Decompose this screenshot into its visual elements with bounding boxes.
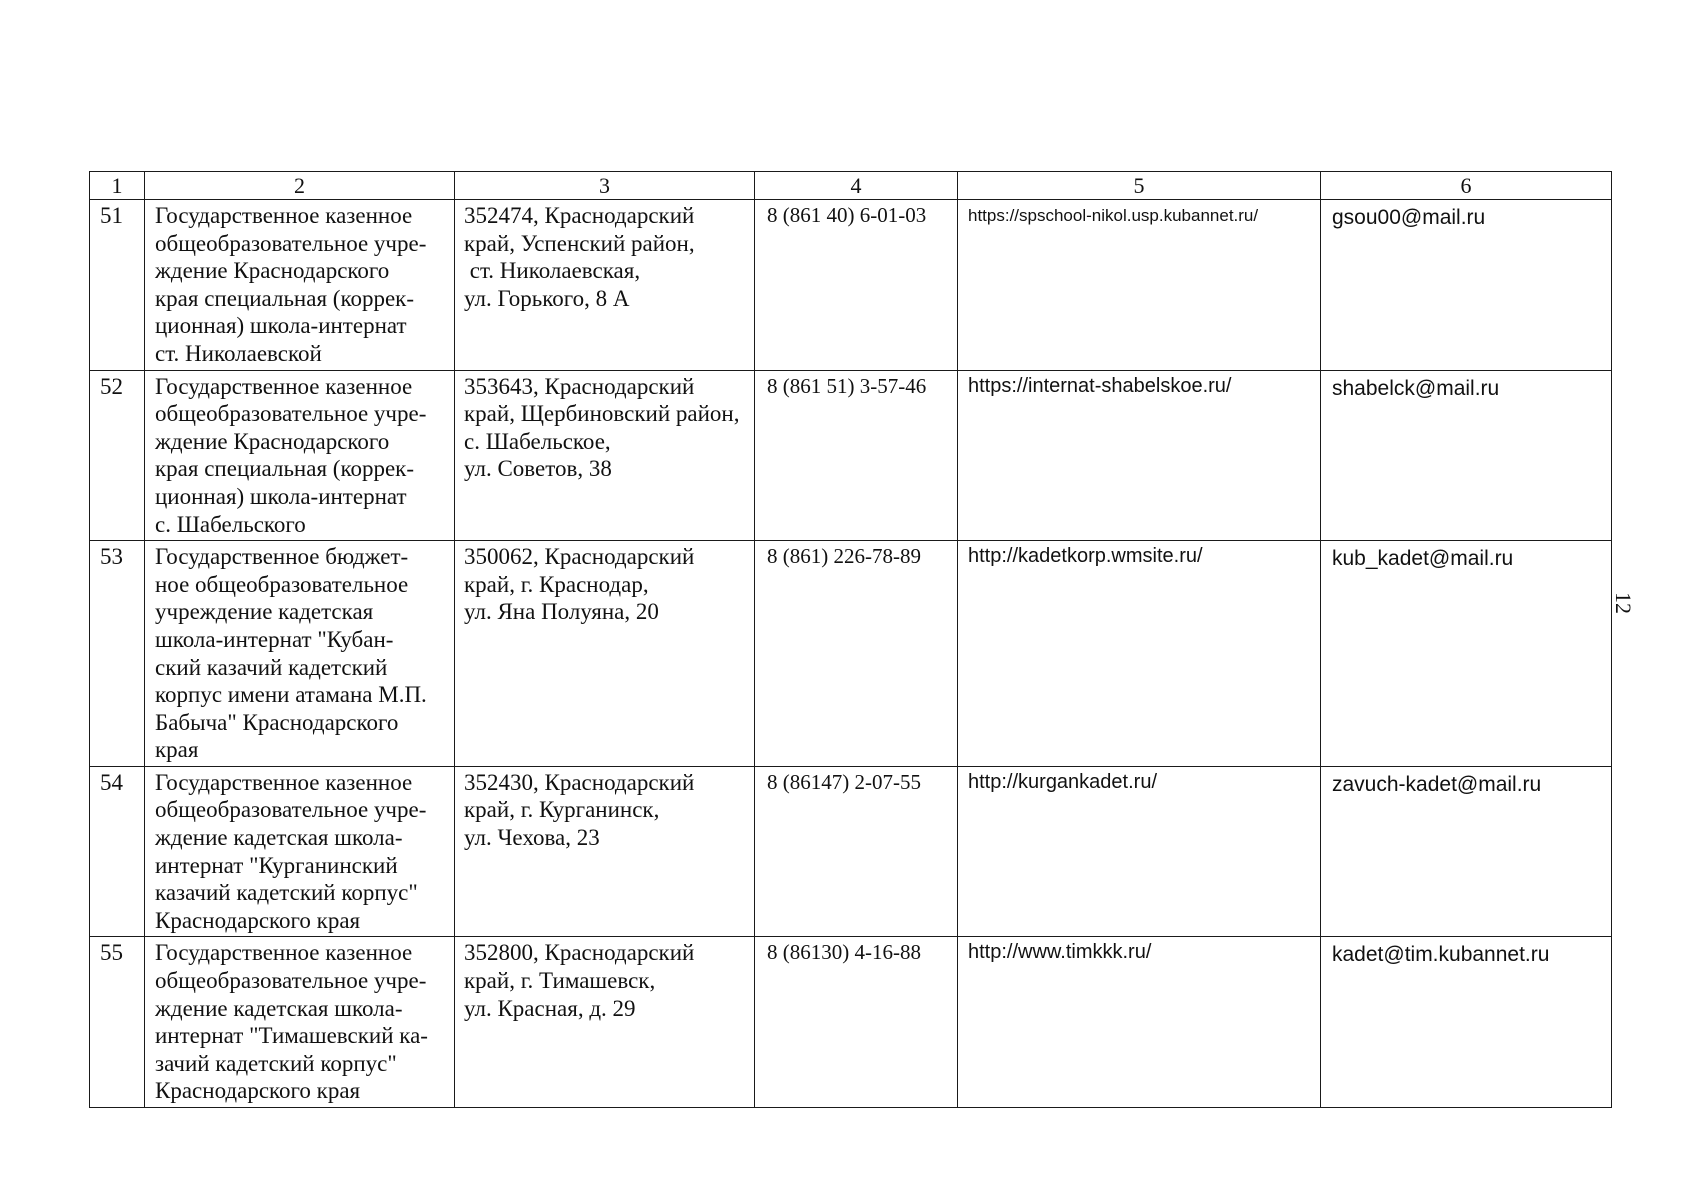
name-line: Государственное казенное: [155, 203, 413, 228]
address-line: ст. Николаевская,: [464, 258, 641, 284]
name-line: общеобразовательное учре-: [155, 230, 427, 256]
email-link[interactable]: gsou00@mail.ru: [1321, 200, 1612, 371]
address: [455, 937, 755, 1108]
name-line: Краснодарского края: [155, 907, 361, 933]
name-line: ждение Краснодарского: [155, 428, 390, 454]
column-number-row: [90, 172, 1612, 200]
address-line: 352474, Краснодарский: [464, 203, 695, 228]
name-line: общеобразовательное учре-: [155, 401, 427, 427]
email-link[interactable]: shabelck@mail.ru: [1321, 370, 1612, 541]
name-line: интернат "Курганинский: [155, 852, 398, 878]
website-link[interactable]: https://internat-shabelskoe.ru/: [958, 370, 1321, 541]
table-row: [90, 937, 1612, 1108]
address-line: край, Успенский район,: [464, 230, 695, 256]
name-line: ционная) школа-интернат: [155, 483, 407, 509]
phone: 8 (861 40) 6-01-03: [755, 200, 958, 371]
name-line: зачий кадетский корпус": [155, 1050, 397, 1076]
table-row: [90, 541, 1612, 767]
name-line: ст. Николаевской: [155, 340, 322, 366]
address: [455, 200, 755, 371]
address-line: 352800, Краснодарский: [464, 940, 695, 966]
row-number: 54: [90, 766, 145, 937]
name-line: края специальная (коррек-: [155, 285, 414, 311]
address-line: ул. Горького, 8 А: [464, 285, 630, 311]
column-number-4: 4: [755, 172, 958, 200]
institution-name: [145, 766, 455, 937]
column-number-5: 5: [958, 172, 1321, 200]
phone: 8 (86130) 4-16-88: [755, 937, 958, 1108]
name-line: интернат "Тимашевский ка-: [155, 1023, 428, 1049]
name-line: ский казачий кадетский: [155, 654, 388, 680]
name-line: ждение кадетская школа-: [155, 825, 403, 851]
name-line: Краснодарского края: [155, 1078, 361, 1104]
name-line: края специальная (коррек-: [155, 456, 414, 482]
name-line: Государственное казенное: [155, 373, 413, 399]
schools-table: [89, 171, 1612, 1108]
address-line: ул. Яна Полуяна, 20: [464, 599, 659, 625]
email-link[interactable]: kadet@tim.kubannet.ru: [1321, 937, 1612, 1108]
address: [455, 766, 755, 937]
name-line: Государственное казенное: [155, 940, 413, 966]
address-line: ул. Советов, 38: [464, 456, 612, 482]
institution-name: [145, 937, 455, 1108]
column-number-2: 2: [145, 172, 455, 200]
name-line: ное общеобразовательное: [155, 571, 409, 597]
name-line: школа-интернат "Кубан-: [155, 626, 394, 652]
phone: 8 (861) 226-78-89: [755, 541, 958, 767]
phone: 8 (86147) 2-07-55: [755, 766, 958, 937]
name-line: ждение Краснодарского: [155, 258, 390, 284]
name-line: Государственное казенное: [155, 769, 413, 795]
column-number-3: 3: [455, 172, 755, 200]
row-number: 51: [90, 200, 145, 371]
institution-name: [145, 370, 455, 541]
address-line: 352430, Краснодарский: [464, 769, 695, 795]
address-line: край, г. Курганинск,: [464, 797, 660, 823]
phone: 8 (861 51) 3-57-46: [755, 370, 958, 541]
name-line: Бабыча" Краснодарского: [155, 709, 399, 735]
name-line: корпус имени атамана М.П.: [155, 682, 427, 708]
table-row: [90, 200, 1612, 371]
address-line: край, г. Тимашевск,: [464, 968, 656, 994]
column-number-6: 6: [1321, 172, 1612, 200]
email-link[interactable]: zavuch-kadet@mail.ru: [1321, 766, 1612, 937]
name-line: с. Шабельского: [155, 511, 306, 537]
address-line: край, г. Краснодар,: [464, 571, 649, 597]
name-line: ционная) школа-интернат: [155, 313, 407, 339]
name-line: Государственное бюджет-: [155, 544, 409, 570]
institution-name: [145, 541, 455, 767]
page-number: 12: [1611, 592, 1636, 614]
address: [455, 370, 755, 541]
email-link[interactable]: kub_kadet@mail.ru: [1321, 541, 1612, 767]
name-line: общеобразовательное учре-: [155, 797, 427, 823]
column-number-1: 1: [90, 172, 145, 200]
name-line: края: [155, 737, 199, 763]
address: [455, 541, 755, 767]
address-line: ул. Красная, д. 29: [464, 995, 636, 1021]
row-number: 52: [90, 370, 145, 541]
address-line: 350062, Краснодарский: [464, 544, 695, 570]
name-line: ждение кадетская школа-: [155, 995, 403, 1021]
website-link[interactable]: http://www.timkkk.ru/: [958, 937, 1321, 1108]
website-link[interactable]: https://spschool-nikol.usp.kubannet.ru/: [958, 200, 1321, 371]
name-line: учреждение кадетская: [155, 599, 374, 625]
address-line: 353643, Краснодарский: [464, 373, 695, 399]
name-line: казачий кадетский корпус": [155, 880, 418, 906]
name-line: общеобразовательное учре-: [155, 968, 427, 994]
website-link[interactable]: http://kadetkorp.wmsite.ru/: [958, 541, 1321, 767]
institution-name: [145, 200, 455, 371]
row-number: 55: [90, 937, 145, 1108]
address-line: край, Щербиновский район,: [464, 401, 740, 427]
address-line: с. Шабельское,: [464, 428, 611, 454]
table-row: [90, 370, 1612, 541]
table-row: [90, 766, 1612, 937]
website-link[interactable]: http://kurgankadet.ru/: [958, 766, 1321, 937]
row-number: 53: [90, 541, 145, 767]
address-line: ул. Чехова, 23: [464, 825, 600, 851]
